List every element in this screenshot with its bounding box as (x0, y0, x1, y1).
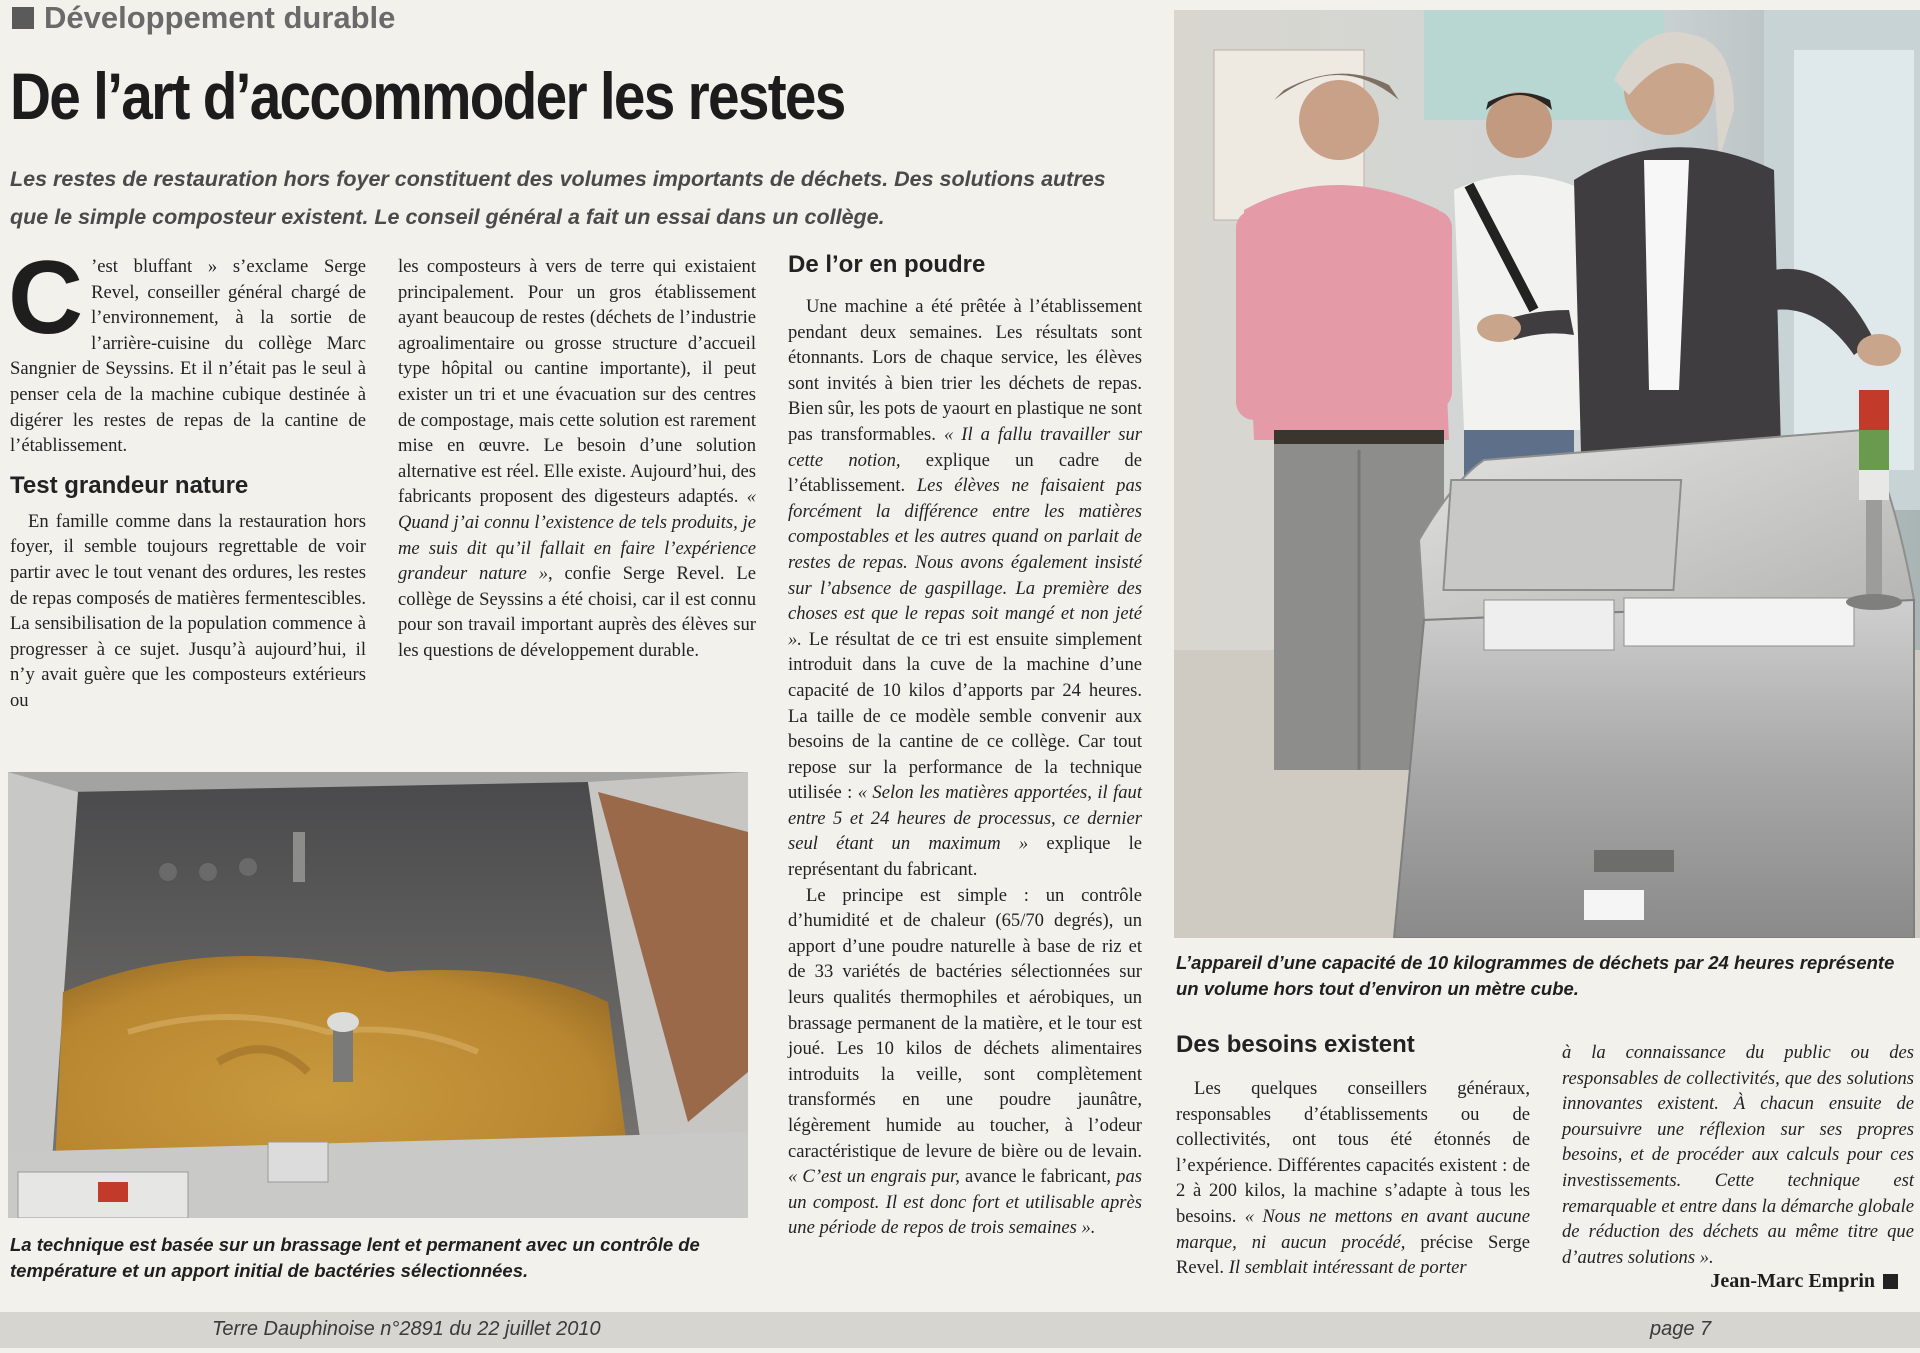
paragraph-text: les composteurs à vers de terre qui existaient principalement. Pour un gros établissement ayant beaucoup de restes (déchets de l’industrie agroalimentaire ou grosse structure d’accueil type hôpital ou cantine importante), il peut exister un tri et une évacuation sur des centres de compostage, mais cette solution est rarement mise en œuvre. Le besoin d’une solution alternative est réel. Elle existe. Aujourd’hui, des fabricants proposent des digesteurs adaptés. (398, 256, 756, 508)
intro-text: ’est bluffant » s’exclame Serge Revel, conseiller général chargé de l’environnement, à la sortie de l’arrière-cuisine du collège Marc Sangnier de Seyssins. Et il n’était pas le seul à penser cela de la machine cubique destinée à digérer les restes de repas de la cantine de l’établissement. (10, 256, 366, 457)
author-signature (1710, 1270, 1898, 1293)
paragraph-text: explique un cadre de l’établissement. (788, 449, 1142, 497)
photo-machine-illustration (1174, 10, 1920, 938)
subhead-test-grandeur-nature: Test grandeur nature (10, 471, 249, 499)
paragraph-text: Les quelques conseillers généraux, responsables d’établissements ou de collectivités, ont tous été étonnés de l’expérience. Différentes capacités existent : de 2 à 200 kilos, la machine s’adapte à tous les besoins. (1176, 1078, 1530, 1227)
photo-powder-illustration (8, 772, 748, 1218)
article-column-2 (398, 254, 756, 664)
quote-text: Les élèves ne faisaient pas forcément la différence entre les matières compostables et les autres quand on parlait de restes de repas. Nous avons également insisté sur l’absence de gaspillage. La première des choses est que le repas soit mangé et non jeté ». (788, 475, 1142, 650)
publication-info: Terre Dauphinoise n°2891 du 22 juillet 2010 (212, 1318, 601, 1340)
paragraph-text: avance le fabricant, (965, 1166, 1112, 1188)
subhead-besoins-existent: Des besoins existent (1176, 1031, 1415, 1058)
paragraph-text: Le résultat de ce tri est ensuite simplement introduit dans la cuve de la machine d’une capacité de 10 kilos d’apports par 24 heures. La taille de ce modèle semble convenir aux besoins de la cantine de ce collège. Car tout repose sur la performance de la technique utilisée : (788, 628, 1142, 804)
end-square-icon (1883, 1274, 1898, 1289)
quote-text: « Il a fallu travailler sur cette notion, (788, 423, 1143, 471)
article-column-5 (1562, 1040, 1914, 1270)
paragraph (788, 883, 1142, 1241)
quote-text: à la connaissance du public ou des responsables de collectivités, que des solutions innovantes existent. À chacun ensuite de poursuivre une réflexion sur ses propres besoins, et de procéder aux calculs pour ces investissements. Cette technique est remarquable et entre dans la démarche globale de réduction des déchets au même titre que d’autres solutions ». (1562, 1042, 1914, 1268)
paragraph (1176, 1076, 1530, 1281)
page-number: page 7 (1650, 1318, 1712, 1340)
intro-paragraph (8, 240, 366, 459)
section-rubric (12, 0, 395, 36)
page-footer (0, 1312, 1920, 1348)
paragraph-text: , confie Serge Revel. Le collège de Seyssins a été choisi, car il est connu pour son travail important auprès des élèves sur les questions de développement durable. (398, 563, 756, 661)
article-column-1 (8, 240, 366, 714)
rubric-label: Développement durable (44, 0, 396, 35)
paragraph: En famille comme dans la restauration hors foyer, il semble toujours regrettable de voir partir avec le tout venant des ordures, les restes de repas composés de matières fermentescibles. La sensibilisation de la population commence à progresser à ce sujet. Jusqu’à aujourd’hui, il n’y avait guère que les composteurs extérieurs ou (10, 510, 366, 711)
subhead-or-en-poudre: De l’or en poudre (788, 251, 986, 278)
quote-text: pas un compost. Il est donc fort et utilisable après une période de repos de trois semaines ». (788, 1166, 1143, 1239)
paragraph (1562, 1040, 1914, 1270)
rubric-square-icon (12, 7, 34, 29)
quote-text: « Quand j’ai connu l’existence de tels produits, je me suis dit qu’il fallait en faire l’expérience grandeur nature » (398, 486, 756, 585)
article-column-4 (1176, 1030, 1530, 1281)
paragraph-text: précise Serge Revel. (1176, 1231, 1530, 1279)
drop-cap: C (8, 240, 84, 356)
quote-text: « Selon les matières apportées, il faut entre 5 et 24 heures de processus, ce dernier seul étant un maximum » (788, 782, 1142, 855)
article-lead: Les restes de restauration hors foyer constituent des volumes importants de déchets. Des solutions autres que le simple composteur existent. Le conseil général a fait un essai dans un collège. (10, 167, 1106, 229)
quote-text: « Nous ne mettons en avant aucune marque, ni aucun procédé, (1176, 1205, 1530, 1253)
paragraph (398, 254, 756, 664)
article-column-3 (788, 250, 1142, 1241)
paragraph (788, 294, 1142, 883)
photo-composting-powder (8, 772, 748, 1218)
author-name: Jean-Marc Emprin (1710, 1270, 1875, 1292)
caption-powder-photo: La technique est basée sur un brassage lent et permanent avec un contrôle de température et un apport initial de bactéries sélectionnées. (10, 1234, 700, 1281)
article-headline: De l’art d’accommoder les restes (10, 59, 845, 133)
paragraph-text: explique le représentant du fabricant. (788, 833, 1142, 881)
paragraph-text: Le principe est simple : un contrôle d’humidité et de chaleur (65/70 degrés), un apport d’une poudre naturelle à base de riz et de 33 variétés de bactéries sélectionnées sur leurs qualités thermophiles et aérobiques, un brassage permanent de la matière, et le tour est joué. Les 10 kilos de déchets alimentaires introduits la veille, sont complètement transformés en une poudre jaunâtre, légèrement humide au toucher, à l’odeur caractéristique de levure de bière ou de levain. (788, 884, 1142, 1162)
quote-text: Il semblait intéressant de porter (1228, 1257, 1467, 1279)
paragraph-text: Une machine a été prêtée à l’établissement pendant deux semaines. Les résultats sont étonnants. Lors de chaque service, les élèves sont invités à bien trier les déchets de repas. Bien sûr, les pots de yaourt en plastique ne sont pas transformables. (788, 296, 1142, 445)
photo-machine-visitors (1174, 10, 1920, 938)
quote-text: « C’est un engrais pur, (788, 1166, 960, 1188)
caption-machine-photo: L’appareil d’une capacité de 10 kilogrammes de déchets par 24 heures représente un volume hors tout d’environ un mètre cube. (1176, 952, 1895, 999)
